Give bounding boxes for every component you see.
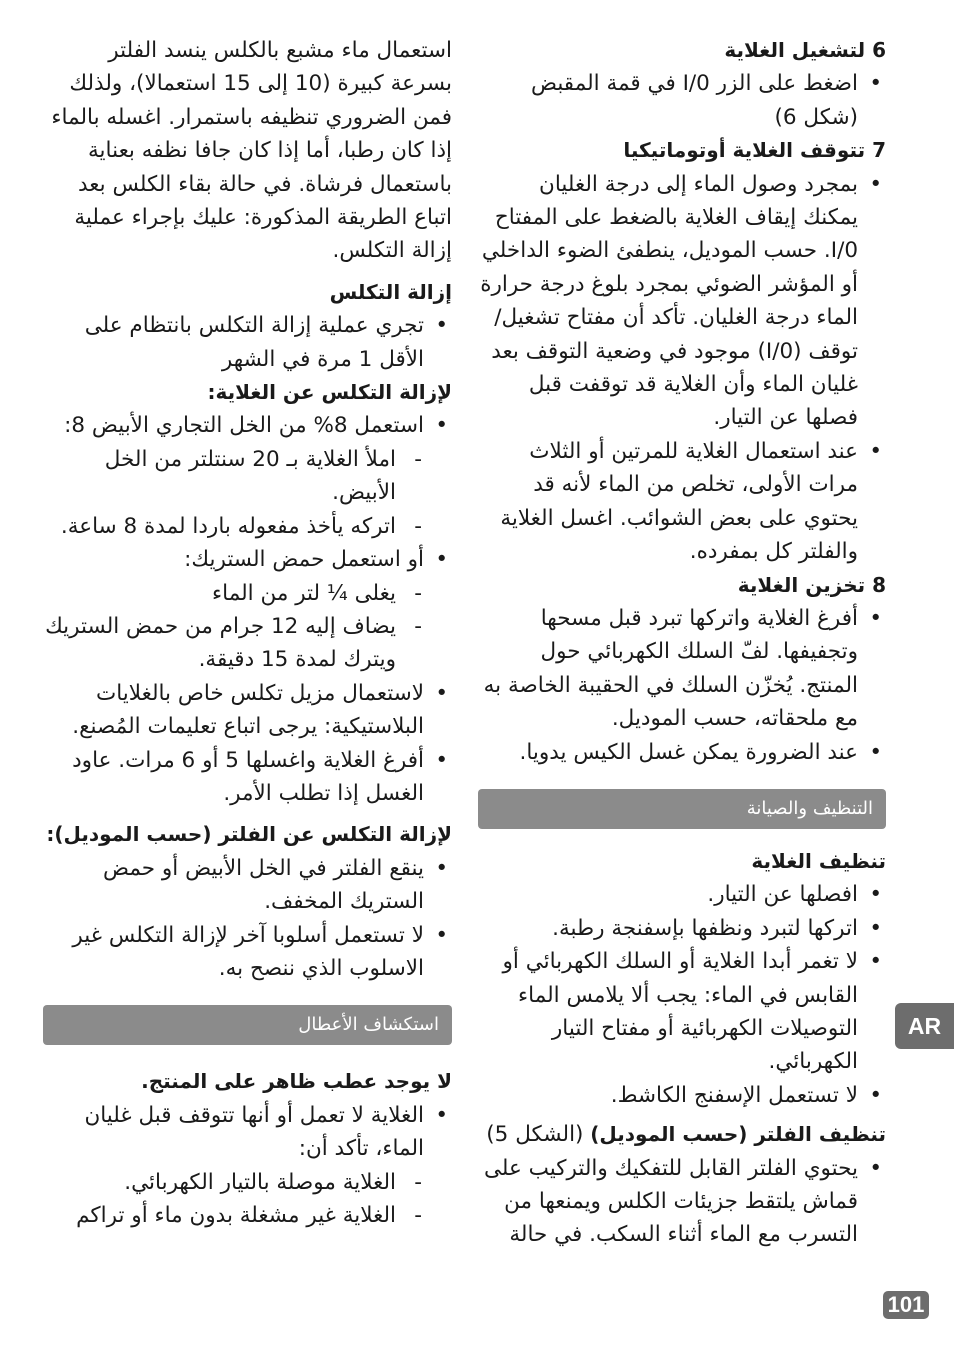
left-column — [43, 34, 452, 1232]
bullet-item: • أو استعمل حمض الستريك: — [43, 543, 452, 576]
right-column — [478, 34, 886, 1252]
filter-cleaning-heading — [478, 1118, 886, 1151]
bullet-item: • اتركها لتبرد ونظفها بإسفنجة رطبة. — [478, 912, 886, 945]
section-6-heading: 6 لتشغيل الغلاية — [724, 38, 886, 62]
intro-paragraph: استعمال ماء مشبع بالكلس ينسد الفلتر بسرعة كبيرة (10 إلى 15 استعمالا)، ولذلك فمن الضروري تنظيفه باستمرار. اغسله بالماء إذا كان رطبا، أما إذا كان جافا نظفه بعناية باستعمال فرشاة. في حالة بقاء الكلس بعد اتباع الطريقة المذكورة: عليك بإجراء عملية إزالة التكلس. — [51, 38, 452, 264]
bullet-item: • عند الضرورة يمكن غسل الكيس يدويا. — [478, 736, 886, 769]
filter-cleaning-heading-ref: (الشكل 5) — [486, 1122, 591, 1148]
dash-item: - املأ الغلاية بـ 20 سنتلتر من الخل الأبيض. — [43, 443, 452, 510]
bullet-item: • لا تستعمل الإسفنج الكاشط. — [478, 1079, 886, 1112]
cleaning-heading: تنظيف الغلاية — [751, 848, 886, 873]
bullet-item: • بمجرد وصول الماء إلى درجة الغليان يمكنك إيقاف الغلاية بالضغط على المفتاح I/0. حسب الموديل، ينطفئ الضوء الداخلي أو المؤشر الضوئي بمجرد بلوغ درجة حرارة الماء درجة الغليان. تأكد أن مفتاح تشغيل/توقف (I/0) موجود في وضعية التوقف بعد غليان الماء وأن الغلاية قد توقفت قبل فصلها عن التيار. — [478, 168, 886, 435]
descaling-heading: إزالة التكلس — [329, 279, 452, 304]
bullet-item: • أفرغ الغلاية واتركها تبرد قبل مسحها وتجفيفها. لفّ السلك الكهربائي حول المنتج. يُخزّن السلك في الحقيبة الخاصة به مع ملحقاته، حسب الموديل. — [478, 602, 886, 736]
filter-cleaning-heading-bold: تنظيف الفلتر (حسب الموديل) — [590, 1122, 886, 1147]
section-bar-cleaning: التنظيف والصيانة — [478, 789, 886, 829]
dash-item: - الغلاية غير مشغلة بدون ماء أو تراكم — [43, 1199, 452, 1232]
language-tab: AR — [895, 1003, 954, 1049]
bullet-item: • الغلاية لا تعمل أو أنها تتوقف قبل غليان الماء، تأكد أن: — [43, 1099, 452, 1166]
dash-item: - يغلى ¼ لتر من الماء — [43, 577, 452, 610]
section-8-heading: 8 تخزين الغلاية — [737, 572, 886, 597]
bullet-item: • لا تغمر أبدا الغلاية أو السلك الكهربائي أو القابس في الماء: يجب ألا يلامس الماء التوصيلات الكهربائية أو مفتاح التيار الكهربائي. — [478, 945, 886, 1079]
bullet-item: • افصلها عن التيار. — [478, 878, 886, 911]
bullet-item: • عند استعمال الغلاية للمرتين أو الثلاث مرات الأولى، تخلص من الماء لأنه قد يحتوي على بعض الشوائب. اغسل الغلاية والفلتر كل بمفرده. — [478, 435, 886, 569]
bullet-item: • لاستعمال مزيل تكلس خاص بالغلايات البلاستيكية: يرجى اتباع تعليمات المُصنع. — [43, 677, 452, 744]
kettle-descaling-heading: لإزالة التكلس عن الغلاية: — [207, 380, 452, 405]
dash-item: - اتركه يأخذ مفعوله باردا لمدة 8 ساعة. — [43, 510, 452, 543]
bullet-item: • اضغط على الزر I/0 في قمة المقبض (شكل 6) — [478, 67, 886, 134]
filter-descaling-heading: لإزالة التكلس عن الفلتر (حسب الموديل): — [46, 822, 452, 847]
section-7-heading: 7 تتوقف الغلاية أوتوماتيكيا — [623, 138, 886, 163]
dash-item: - الغلاية موصلة بالتيار الكهربائي. — [43, 1166, 452, 1199]
bullet-item: • استعمل 8% من الخل التجاري الأبيض 8: — [43, 409, 452, 442]
page-number: 101 — [883, 1291, 929, 1319]
section-bar-troubleshooting: استكشاف الأعطال — [43, 1005, 452, 1045]
bullet-item: • لا تستعمل أسلوبا آخر لإزالة التكلس غير الاسلوب الذي ننصح به. — [43, 919, 452, 986]
dash-item: - يضاف إليه 12 جرام من حمض الستريك ويترك لمدة 15 دقيقة. — [43, 610, 452, 677]
bullet-item: • يحتوي الفلتر القابل للتفكيك والتركيب على قماش يلتقط جزيئات الكلس ويمنعها من التسرب مع الماء أثناء السكب. في حالة — [478, 1152, 886, 1252]
bullet-item: • تجري عملية إزالة التكلس بانتظام على الأقل 1 مرة في الشهر — [43, 309, 452, 376]
bullet-item: • ينقع الفلتر في الخل الأبيض أو حمض الستريك المخفف. — [43, 852, 452, 919]
fault-heading: لا يوجد عطب ظاهر على المنتج. — [141, 1069, 452, 1094]
bullet-item: • أفرغ الغلاية واغسلها 5 أو 6 مرات. عاود الغسل إذا تطلب الأمر. — [43, 744, 452, 811]
